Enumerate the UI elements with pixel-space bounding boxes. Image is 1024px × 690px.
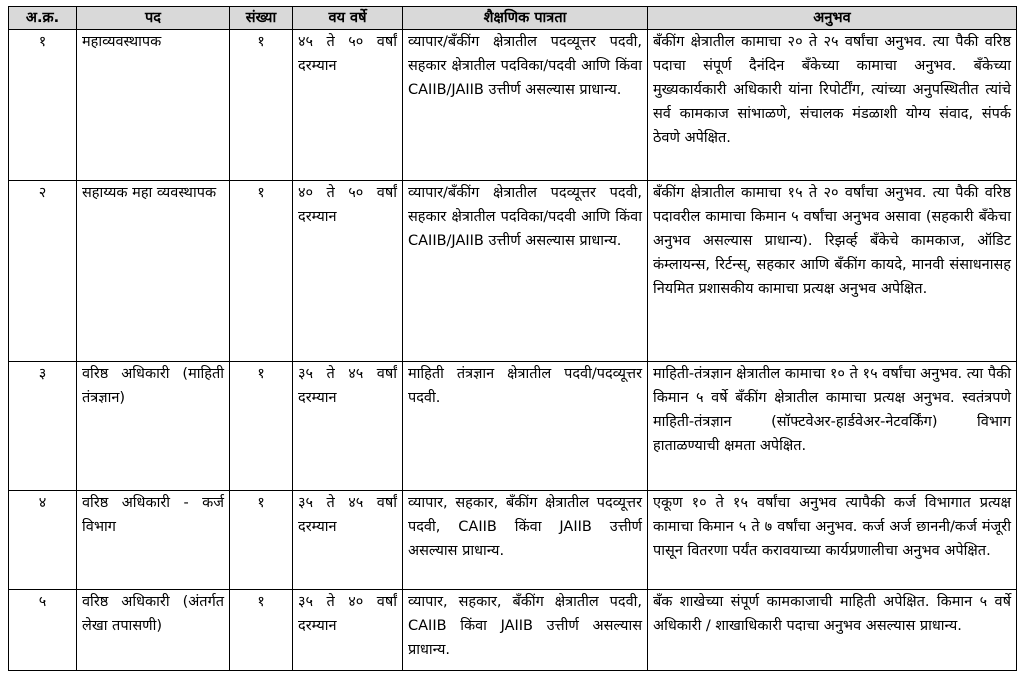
cell-post: वरिष्ठ अधिकारी - कर्ज विभाग <box>77 491 230 590</box>
cell-qualification: व्यापार/बँकींग क्षेत्रातील पदव्यूत्तर पदवी, सहकार क्षेत्रातील पदविका/पदवी आणि किंवा CAIIB/JAIIB उत्तीर्ण असल्यास प्राधान्य. <box>403 30 648 181</box>
cell-count: १ <box>230 491 293 590</box>
cell-qualification: व्यापार, सहकार, बँकींग क्षेत्रातील पदवी, CAIIB किंवा JAIIB उत्तीर्ण असल्यास प्राधान्य. <box>403 590 648 671</box>
cell-post: सहाय्यक महा व्यवस्थापक <box>77 181 230 362</box>
cell-count: १ <box>230 362 293 491</box>
header-count: संख्या <box>230 7 293 30</box>
cell-age: ४५ ते ५० वर्षां दरम्यान <box>293 30 403 181</box>
header-post: पद <box>77 7 230 30</box>
cell-sr: १ <box>9 30 77 181</box>
cell-age: ३५ ते ४५ वर्षां दरम्यान <box>293 491 403 590</box>
header-row <box>9 7 1017 30</box>
cell-count: १ <box>230 590 293 671</box>
header-qualification: शैक्षणिक पात्रता <box>403 7 648 30</box>
header-sr: अ.क्र. <box>9 7 77 30</box>
cell-count: १ <box>230 30 293 181</box>
cell-qualification: व्यापार/बँकींग क्षेत्रातील पदव्यूत्तर पदवी, सहकार क्षेत्रातील पदविका/पदवी आणि किंवा CAIIB/JAIIB उत्तीर्ण असल्यास प्राधान्य. <box>403 181 648 362</box>
table-row <box>9 181 1017 362</box>
cell-qualification: माहिती तंत्रज्ञान क्षेत्रातील पदवी/पदव्यूत्तर पदवी. <box>403 362 648 491</box>
header-age: वय वर्षे <box>293 7 403 30</box>
header-experience: अनुभव <box>648 7 1017 30</box>
cell-sr: ३ <box>9 362 77 491</box>
cell-experience: बँकींग क्षेत्रातील कामाचा १५ ते २० वर्षांचा अनुभव. त्या पैकी वरिष्ठ पदावरील कामाचा किमान ५ वर्षांचा अनुभव असावा (सहकारी बँकेचा अनुभव असल्यास प्राधान्य). रिझर्व्ह बँकेचे कामकाज, ऑडिट कंम्लायन्स, रिर्टन्स्, सहकार आणि बँकींग कायदे, मानवी संसाधनासह नियमित प्रशासकीय कामाचा प्रत्यक्ष अनुभव अपेक्षित. <box>648 181 1017 362</box>
cell-age: ४० ते ५० वर्षां दरम्यान <box>293 181 403 362</box>
recruitment-table <box>8 6 1017 671</box>
table-row <box>9 491 1017 590</box>
cell-age: ३५ ते ४० वर्षां दरम्यान <box>293 590 403 671</box>
table-row <box>9 590 1017 671</box>
cell-sr: ५ <box>9 590 77 671</box>
cell-age: ३५ ते ४५ वर्षां दरम्यान <box>293 362 403 491</box>
cell-post: महाव्यवस्थापक <box>77 30 230 181</box>
cell-sr: २ <box>9 181 77 362</box>
cell-experience: बँक शाखेच्या संपूर्ण कामकाजाची माहिती अपेक्षित. किमान ५ वर्षे अधिकारी / शाखाधिकारी पदाचा अनुभव असल्यास प्राधान्य. <box>648 590 1017 671</box>
cell-experience: बँकींग क्षेत्रातील कामाचा २० ते २५ वर्षांचा अनुभव. त्या पैकी वरिष्ठ पदाचा संपूर्ण दैनंदिन बँकेच्या कामाचा अनुभव. बँकेच्या मुख्यकार्यकारी अधिकारी यांना रिपोर्टींग, त्यांच्या अनुपस्थितीत त्यांचे सर्व कामकाज सांभाळणे, संचालक मंडळाशी योग्य संवाद, संपर्क ठेवणे अपेक्षित. <box>648 30 1017 181</box>
cell-count: १ <box>230 181 293 362</box>
table-row <box>9 362 1017 491</box>
cell-experience: माहिती-तंत्रज्ञान क्षेत्रातील कामाचा १० ते १५ वर्षांचा अनुभव. त्या पैकी किमान ५ वर्षे बँकींग क्षेत्रातील कामाचा प्रत्यक्ष अनुभव. स्वतंत्रपणे माहिती-तंत्रज्ञान (सॉफ्टवेअर-हार्डवेअर-नेटवर्किंग) विभाग हाताळण्याची क्षमता अपेक्षित. <box>648 362 1017 491</box>
table-row <box>9 30 1017 181</box>
cell-sr: ४ <box>9 491 77 590</box>
cell-qualification: व्यापार, सहकार, बँकींग क्षेत्रातील पदव्यूत्तर पदवी, CAIIB किंवा JAIIB उत्तीर्ण असल्यास प्राधान्य. <box>403 491 648 590</box>
cell-post: वरिष्ठ अधिकारी (अंतर्गत लेखा तपासणी) <box>77 590 230 671</box>
cell-post: वरिष्ठ अधिकारी (माहिती तंत्रज्ञान) <box>77 362 230 491</box>
cell-experience: एकूण १० ते १५ वर्षांचा अनुभव त्यापैकी कर्ज विभागात प्रत्यक्ष कामाचा किमान ५ ते ७ वर्षांचा अनुभव. कर्ज अर्ज छाननी/कर्ज मंजूरी पासून वितरणा पर्यंत करावयाच्या कार्यप्रणालीचा अनुभव अपेक्षित. <box>648 491 1017 590</box>
